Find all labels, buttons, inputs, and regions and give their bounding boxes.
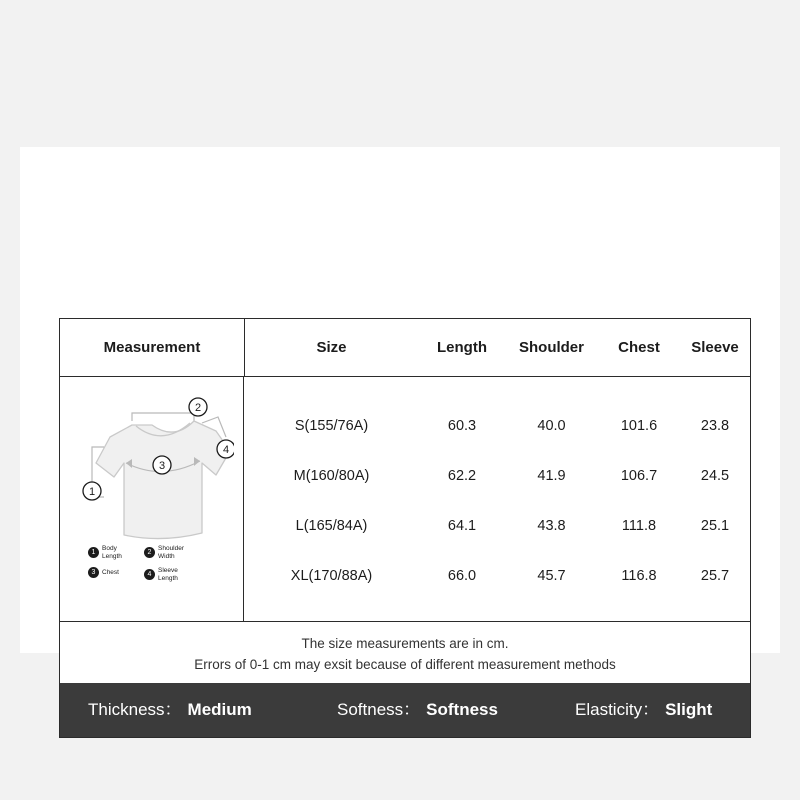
note-line-2: Errors of 0-1 cm may exsit because of different measurement methods [194, 657, 616, 672]
cell-shoulder: 43.8 [537, 518, 566, 534]
header-chest: Chest [618, 339, 660, 356]
elasticity-value: Slight [665, 700, 713, 719]
legend-bullet-3: 3 [88, 567, 99, 578]
header-divider [244, 319, 245, 377]
cell-sleeve: 25.1 [700, 518, 730, 534]
header-measurement: Measurement [103, 339, 201, 356]
header-length: Length [437, 339, 487, 356]
legend-label-4: Sleeve Length [158, 567, 178, 582]
property-softness [337, 683, 498, 737]
size-chart-card [20, 147, 780, 719]
cell-chest: 101.6 [620, 418, 658, 434]
legend-label-1: Body Length [102, 545, 122, 560]
header-sleeve: Sleeve [691, 339, 739, 356]
thickness-value: Medium [187, 700, 252, 719]
cell-length: 64.1 [447, 518, 477, 534]
measurement-rows [244, 377, 750, 621]
tshirt-diagram [70, 385, 234, 613]
table-row [244, 551, 750, 601]
cell-chest: 106.7 [620, 468, 658, 484]
legend-item-1 [88, 545, 122, 560]
table-header-row [60, 319, 750, 377]
cell-shoulder: 45.7 [537, 568, 566, 584]
cell-length: 66.0 [447, 568, 477, 584]
table-row [244, 401, 750, 451]
header-size: Size [316, 339, 347, 356]
cell-size: S(155/76A) [294, 418, 369, 434]
thickness-label: Thickness： [88, 700, 182, 719]
table-row [244, 501, 750, 551]
legend-bullet-1: 1 [88, 547, 99, 558]
softness-label: Softness： [337, 700, 421, 719]
svg-text:4: 4 [222, 444, 230, 456]
tshirt-diagram-cell [60, 377, 244, 621]
cell-chest: 116.8 [621, 568, 657, 584]
legend-item-3 [88, 567, 119, 578]
legend-item-2 [144, 545, 184, 560]
table-body [60, 377, 750, 621]
cell-sleeve: 25.7 [700, 568, 730, 584]
cell-shoulder: 41.9 [537, 468, 566, 484]
cell-shoulder: 40.0 [537, 418, 566, 434]
svg-text:2: 2 [194, 402, 202, 414]
legend-bullet-4: 4 [144, 569, 155, 580]
cell-sleeve: 23.8 [700, 418, 730, 434]
cell-length: 62.2 [447, 468, 477, 484]
measurement-notes [60, 621, 750, 683]
legend-bullet-2: 2 [144, 547, 155, 558]
note-line-1: The size measurements are in cm. [301, 636, 509, 651]
cell-length: 60.3 [447, 418, 477, 434]
cell-size: M(160/80A) [293, 468, 370, 484]
softness-value: Softness [426, 700, 498, 719]
legend-label-3: Chest [102, 568, 119, 576]
header-shoulder: Shoulder [518, 339, 584, 356]
legend-item-4 [144, 567, 178, 582]
cell-chest: 111.8 [621, 518, 657, 534]
svg-text:3: 3 [158, 460, 166, 472]
legend-label-2: Shoulder Width [158, 545, 185, 560]
elasticity-label: Elasticity： [575, 700, 660, 719]
property-elasticity [575, 683, 712, 737]
cell-sleeve: 24.5 [700, 468, 730, 484]
cell-size: XL(170/88A) [290, 568, 373, 584]
cell-size: L(165/84A) [295, 518, 368, 534]
fabric-properties-bar [60, 683, 750, 737]
svg-text:1: 1 [88, 486, 96, 498]
property-thickness [88, 683, 252, 737]
size-chart-table [59, 318, 751, 738]
table-row [244, 451, 750, 501]
